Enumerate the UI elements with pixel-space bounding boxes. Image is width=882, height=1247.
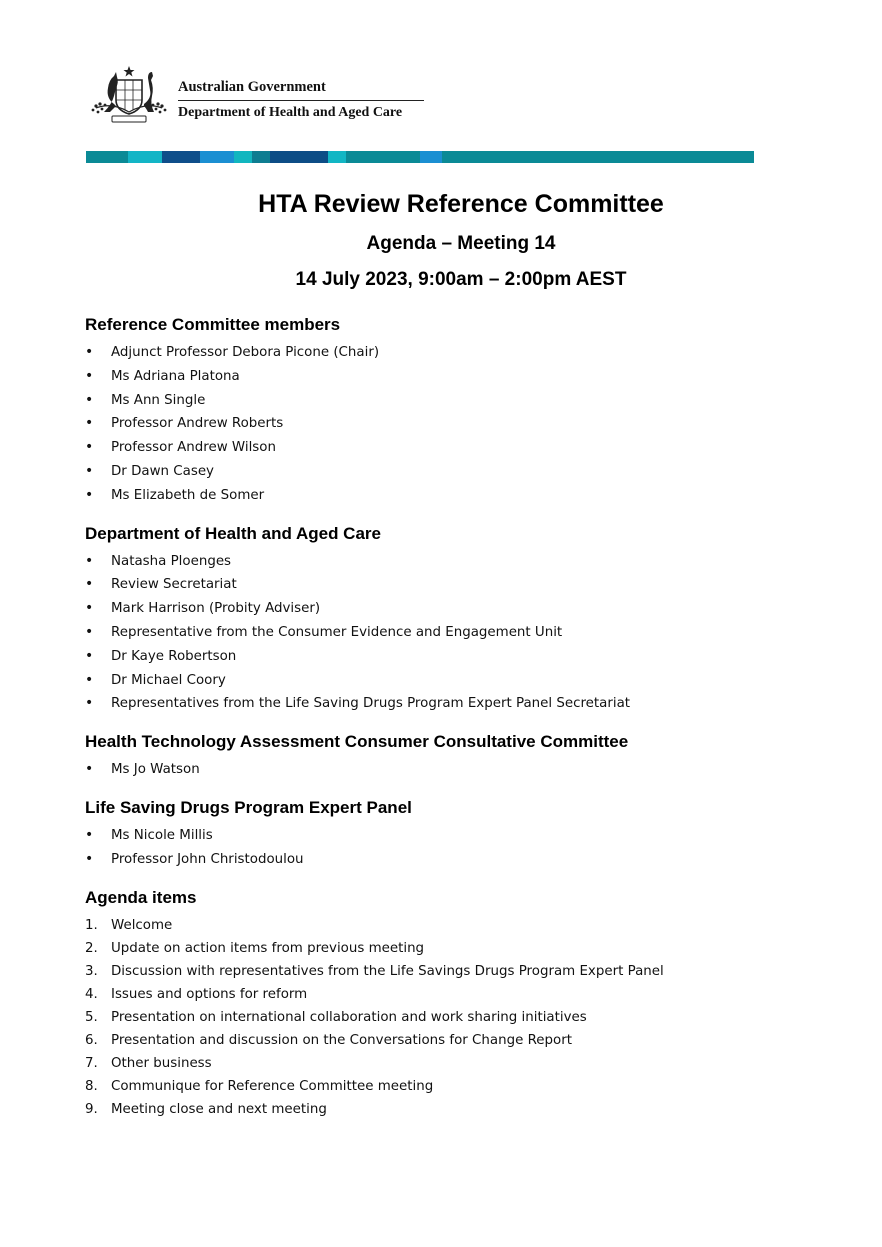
list-item: • Adjunct Professor Debora Picone (Chair) bbox=[85, 341, 805, 365]
section-heading-consumer-committee: Health Technology Assessment Consumer Consultative Committee bbox=[85, 732, 629, 752]
section-heading-committee-members: Reference Committee members bbox=[85, 315, 341, 334]
agenda-item-number: 8. bbox=[85, 1078, 98, 1094]
agenda-items-list bbox=[85, 914, 805, 1121]
agenda-item-text: Discussion with representatives from the Life Savings Drugs Program Expert Panel bbox=[111, 963, 664, 979]
agenda-item-text: Issues and options for reform bbox=[111, 986, 308, 1002]
agenda-item bbox=[85, 1052, 805, 1075]
committee-members-list bbox=[85, 341, 805, 508]
department-title: Department of Health and Aged Care bbox=[178, 105, 403, 120]
agenda-item-text: Communique for Reference Committee meeting bbox=[111, 1078, 434, 1094]
agenda-item-text: Presentation on international collaboration and work sharing initiatives bbox=[111, 1009, 587, 1025]
agenda-item bbox=[85, 1098, 805, 1121]
list-item: • Dr Michael Coory bbox=[85, 669, 805, 693]
list-item: • Ms Nicole Millis bbox=[85, 824, 805, 848]
coat-of-arms-icon bbox=[86, 64, 172, 128]
section-heading-expert-panel: Life Saving Drugs Program Expert Panel bbox=[85, 797, 412, 817]
document-body bbox=[85, 312, 805, 1134]
section-heading-department: Department of Health and Aged Care bbox=[85, 523, 381, 543]
stripe-segment bbox=[442, 151, 754, 163]
stripe-segment bbox=[86, 151, 128, 163]
stripe-segment bbox=[200, 151, 234, 163]
agenda-item-number: 3. bbox=[85, 963, 98, 979]
agenda-item bbox=[85, 1075, 805, 1098]
stripe-segment bbox=[162, 151, 200, 163]
agenda-item bbox=[85, 914, 805, 937]
meeting-date: 14 July 2023, 9:00am – 2:00pm AEST bbox=[295, 269, 627, 290]
agenda-item-number: 5. bbox=[85, 1009, 98, 1025]
list-item: • Professor Andrew Roberts bbox=[85, 412, 805, 436]
government-header bbox=[86, 64, 426, 132]
agenda-item bbox=[85, 960, 805, 983]
list-item: • Mark Harrison (Probity Adviser) bbox=[85, 597, 805, 621]
stripe-segment bbox=[128, 151, 162, 163]
agenda-item-number: 6. bbox=[85, 1032, 98, 1048]
list-item: • Ms Jo Watson bbox=[85, 758, 805, 782]
document-subtitle: Agenda – Meeting 14 bbox=[366, 233, 556, 254]
list-item: • Natasha Ploenges bbox=[85, 550, 805, 574]
agenda-item bbox=[85, 937, 805, 960]
agenda-item-text: Presentation and discussion on the Conversations for Change Report bbox=[111, 1032, 572, 1048]
header-stripe bbox=[86, 151, 754, 163]
document-title: HTA Review Reference Committee bbox=[258, 190, 664, 218]
stripe-segment bbox=[420, 151, 442, 163]
list-item: • Dr Kaye Robertson bbox=[85, 645, 805, 669]
list-item: • Representative from the Consumer Evidence and Engagement Unit bbox=[85, 621, 805, 645]
agenda-item-text: Other business bbox=[111, 1055, 212, 1071]
consumer-committee-list bbox=[85, 758, 805, 782]
stripe-segment bbox=[270, 151, 328, 163]
agenda-item-number: 4. bbox=[85, 986, 98, 1002]
section-heading-agenda-items: Agenda items bbox=[85, 887, 197, 907]
list-item: • Ms Elizabeth de Somer bbox=[85, 484, 805, 508]
department-list bbox=[85, 550, 805, 717]
agenda-item bbox=[85, 1006, 805, 1029]
list-item: • Ms Ann Single bbox=[85, 389, 805, 413]
list-item: • Ms Adriana Platona bbox=[85, 365, 805, 389]
agenda-item-text: Meeting close and next meeting bbox=[111, 1101, 327, 1117]
stripe-segment bbox=[234, 151, 252, 163]
agenda-item-number: 1. bbox=[85, 917, 98, 933]
list-item: • Representatives from the Life Saving Drugs Program Expert Panel Secretariat bbox=[85, 692, 805, 716]
agenda-item-text: Update on action items from previous meeting bbox=[111, 940, 425, 956]
stripe-segment bbox=[252, 151, 270, 163]
agenda-item-number: 9. bbox=[85, 1101, 98, 1117]
agenda-item-number: 2. bbox=[85, 940, 98, 956]
agenda-item-text: Welcome bbox=[111, 917, 173, 933]
list-item: • Review Secretariat bbox=[85, 573, 805, 597]
list-item: • Professor Andrew Wilson bbox=[85, 436, 805, 460]
government-title: Australian Government bbox=[178, 78, 424, 101]
government-name bbox=[178, 78, 424, 122]
agenda-item bbox=[85, 983, 805, 1006]
list-item: • Professor John Christodoulou bbox=[85, 848, 805, 872]
agenda-item-number: 7. bbox=[85, 1055, 98, 1071]
expert-panel-list bbox=[85, 824, 805, 872]
stripe-segment bbox=[328, 151, 346, 163]
list-item: • Dr Dawn Casey bbox=[85, 460, 805, 484]
stripe-segment bbox=[346, 151, 420, 163]
agenda-item bbox=[85, 1029, 805, 1052]
